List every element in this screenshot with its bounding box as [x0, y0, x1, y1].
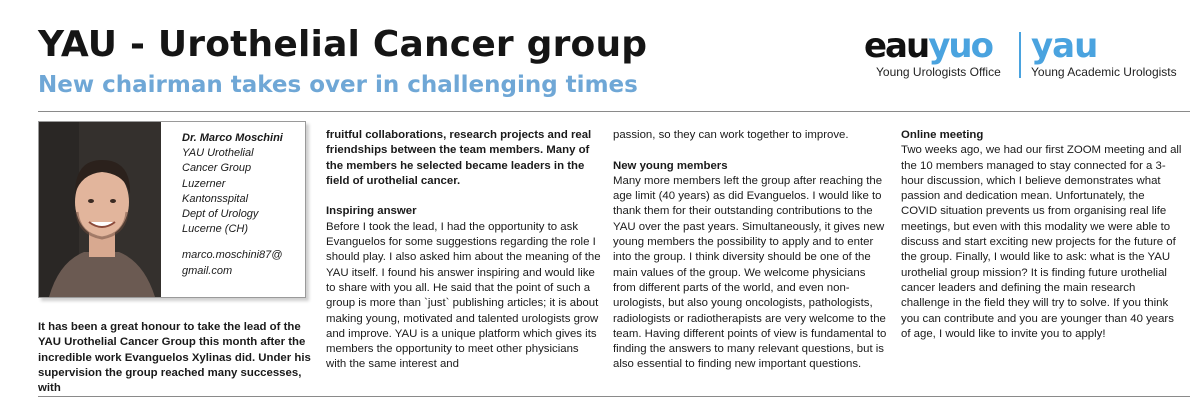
section-heading-online-meeting: Online meeting: [901, 129, 984, 141]
eau-logo-text: eau: [864, 26, 929, 66]
logo-divider: [1019, 32, 1021, 78]
author-affiliation-line: Kantonsspital: [182, 192, 249, 205]
section-body-new-young-members: Many more members left the group after reaching the age limit (40 years) as did Evanguelos. I would like to thank them for their outstanding contributions to the YAU over the past years. Simultaneously, it gives new young members the possibility to apply and to enter into the group. I think diversity should be one of the main values of the group. We welcome physicians from different parts of the world, and even non-urologists, but also young oncologists, pathologists, radiologists or radiotherapists are very welcome to the team. Having different points of view is fundamental to finding the answers to many relevant questions, but is also essential to finding new important questions.: [613, 174, 887, 371]
article-intro-continued: fruitful collaborations, research projects and real friendships between the team members. Many of the members he selected became leaders in the field of urothelial cancer.: [326, 129, 592, 187]
yuo-tagline: Young Urologists Office: [876, 65, 1001, 79]
author-affiliation-line: YAU Urothelial: [182, 147, 254, 160]
author-details: [182, 131, 304, 279]
article-column-1: [38, 320, 314, 396]
yau-tagline: Young Academic Urologists: [1031, 65, 1177, 79]
yau-logo-text: yau: [1031, 26, 1098, 66]
author-affiliation-line: Lucerne (CH): [182, 223, 249, 236]
page-title: YAU - Urothelial Cancer group: [38, 24, 648, 65]
eau-yuo-logo: [864, 26, 1014, 79]
yuo-logo-text: yuo: [928, 26, 992, 66]
author-affiliation-line: Dept of Urology: [182, 208, 259, 221]
section-body-inspiring-answer: Before I took the lead, I had the opportunity to ask Evanguelos for some suggestions regarding the role I should play. I also asked him about the meaning of the YAU itself. I found his answer inspiring and would like to share with you all. He said that the point of such a group is more than `just` publishing articles; it is about making young, motivated and talented urologists grow and improve. YAU is a unique platform which gives its members the opportunity to meet other physicians with the same interest and: [326, 220, 601, 371]
author-photo: [39, 122, 161, 297]
section-heading-new-young-members: New young members: [613, 159, 728, 172]
author-email-line: marco.moschini87@: [182, 249, 283, 262]
top-divider: [38, 111, 1190, 112]
section-heading-inspiring-answer: Inspiring answer: [326, 205, 417, 218]
author-profile-box: [38, 121, 306, 298]
page-subtitle: New chairman takes over in challenging times: [38, 72, 638, 98]
section-body-online-meeting: Two weeks ago, we had our first ZOOM meeting and all the 10 members managed to stay connected for a 3-hour discussion, which I believe demonstrates what passion and dedication mean. Unfortunately, the COVID situation prevents us from organising real life meetings, but even with this modality we were able to discuss and start exciting new projects for the future of the group. Finally, I would like to ask: what is the YAU urothelial group mission? It is finding future urothelial cancer leaders and defining the main research challenge in the field they will try to solve. If you think you can contribute and you are younger than 40 years of age, I would like to invite you to apply!: [901, 144, 1182, 340]
bottom-divider: [38, 396, 1190, 397]
section-body-inspiring-answer-continued: passion, so they can work together to improve.: [613, 129, 849, 141]
yau-logo: [1031, 26, 1196, 79]
article-intro: It has been a great honour to take the lead of the YAU Urothelial Cancer Group this month after the incredible work Evanguelos Xylinas did. Under his supervision the group reached many successes, with: [38, 321, 311, 395]
author-name: Dr. Marco Moschini: [182, 132, 283, 144]
author-email-line: gmail.com: [182, 264, 233, 277]
author-affiliation-line: Luzerner: [182, 177, 226, 190]
article-column-3: [613, 128, 891, 373]
article-column-2: [326, 128, 602, 373]
author-affiliation-line: Cancer Group: [182, 162, 252, 175]
article-column-4: [901, 128, 1183, 342]
